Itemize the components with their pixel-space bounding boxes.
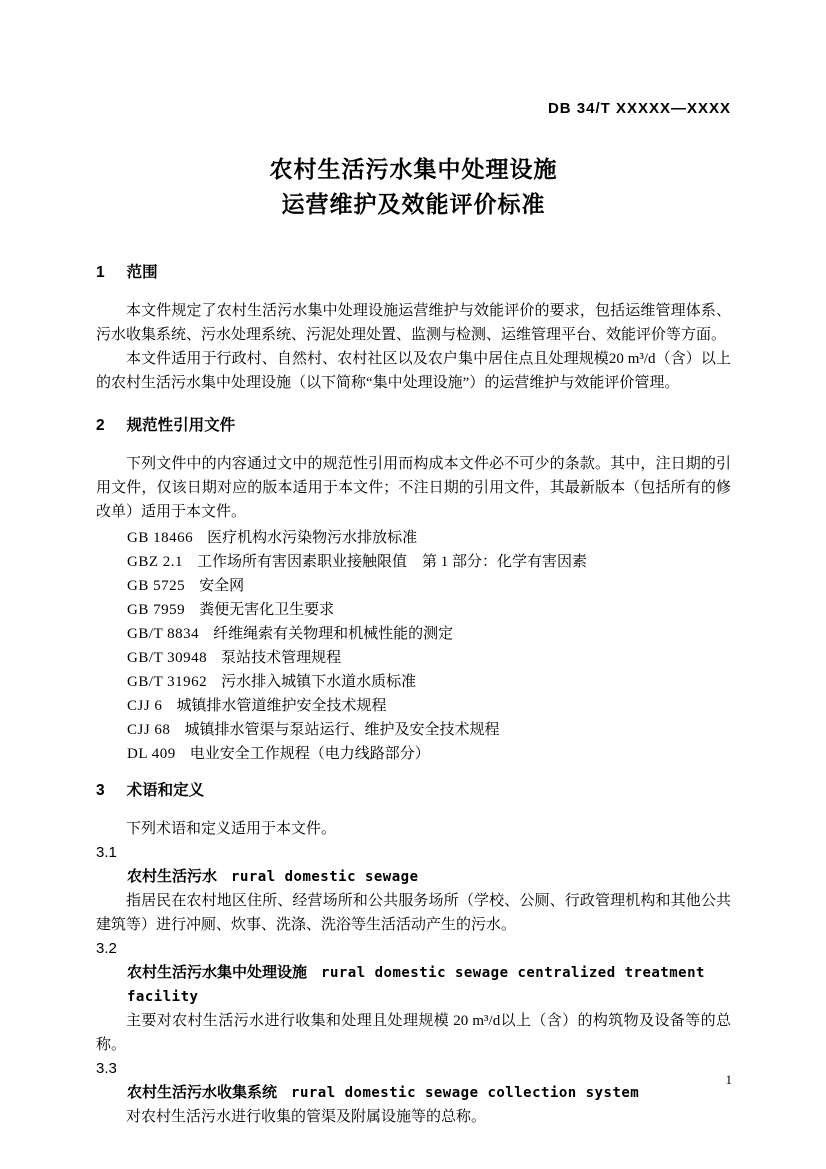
reference-item	[127, 574, 731, 598]
section-1-paragraph-1: 本文件规定了农村生活污水集中处理设施运营维护与效能评价的要求，包括运维管理体系、污水收集系统、污水处理系统、污泥处理处置、监测与检测、运维管理平台、效能评价等方面。	[96, 303, 731, 343]
reference-title: 医疗机构水污染物污水排放标准	[207, 530, 418, 546]
page-number: 1	[725, 1072, 732, 1087]
section-3-intro: 下列术语和定义适用于本文件。	[126, 821, 337, 837]
term-number-3-3: 3.3	[96, 1060, 117, 1077]
reference-item	[127, 694, 731, 718]
term-title-3-2	[96, 961, 731, 1009]
reference-item	[127, 718, 731, 742]
section-3-number: 3	[96, 782, 105, 799]
document-title	[96, 152, 731, 222]
reference-item	[127, 526, 731, 550]
term-en: rural domestic sewage centralized treatment facility	[127, 965, 705, 1005]
section-1-heading	[96, 262, 731, 283]
term-definition-3-1: 指居民在农村地区住所、经营场所和公共服务场所（学校、公厕、行政管理机构和其他公共建筑等）进行冲厕、炊事、洗涤、洗浴等生活活动产生的污水。	[96, 893, 731, 933]
reference-title: 工作场所有害因素职业接触限值 第 1 部分：化学有害因素	[197, 554, 588, 570]
doc-number: DB 34/T XXXXX—XXXX	[547, 100, 731, 117]
term-zh: 农村生活污水	[127, 868, 218, 885]
reference-code: DL 409	[127, 746, 176, 762]
reference-code: GB 7959	[127, 602, 186, 618]
reference-code: GB/T 8834	[127, 626, 200, 642]
reference-code: GB 5725	[127, 578, 186, 594]
reference-title: 污水排入城镇下水道水质标准	[221, 674, 417, 690]
reference-code: CJJ 6	[127, 698, 163, 714]
term-definition-3-3: 对农村生活污水进行收集的管渠及附属设施等的总称。	[126, 1109, 487, 1125]
term-title-3-1	[96, 865, 731, 889]
term-title-3-3	[96, 1081, 731, 1105]
reference-title: 纤维绳索有关物理和机械性能的测定	[213, 626, 454, 642]
section-1-number: 1	[96, 264, 105, 281]
section-2-heading	[96, 415, 731, 436]
section-1-paragraph-2: 本文件适用于行政村、自然村、农村社区以及农户集中居住点且处理规模20 m³/d（含）以上的农村生活污水集中处理设施（以下简称“集中处理设施”）的运营维护与效能评价管理。	[96, 351, 731, 391]
reference-title: 安全网	[199, 578, 245, 594]
reference-item	[127, 670, 731, 694]
reference-code: GB/T 31962	[127, 674, 208, 690]
term-en: rural domestic sewage	[231, 869, 419, 885]
section-2-number: 2	[96, 417, 105, 434]
reference-item	[127, 598, 731, 622]
section-3-heading	[96, 780, 731, 801]
section-2-title: 规范性引用文件	[126, 417, 236, 434]
term-zh: 农村生活污水收集系统	[127, 1084, 278, 1101]
section-2-intro: 下列文件中的内容通过文中的规范性引用而构成本文件必不可少的条款。其中，注日期的引用文件，仅该日期对应的版本适用于本文件；不注日期的引用文件，其最新版本（包括所有的修改单）适用于本文件。	[96, 456, 731, 520]
section-1-title: 范围	[126, 264, 158, 281]
reference-item	[127, 646, 731, 670]
title-line-2: 运营维护及效能评价标准	[281, 191, 546, 217]
term-number-3-1: 3.1	[96, 844, 117, 861]
reference-title: 城镇排水管渠与泵站运行、维护及安全技术规程	[184, 722, 500, 738]
reference-title: 粪便无害化卫生要求	[199, 602, 335, 618]
reference-list	[96, 526, 731, 766]
term-definition-3-2: 主要对农村生活污水进行收集和处理且处理规模 20 m³/d以上（含）的构筑物及设备等的总称。	[96, 1013, 731, 1053]
reference-title: 电业安全工作规程（电力线路部分）	[189, 746, 430, 762]
section-3-title: 术语和定义	[126, 782, 205, 799]
term-en: rural domestic sewage collection system	[291, 1085, 640, 1101]
reference-code: GBZ 2.1	[127, 554, 183, 570]
reference-code: GB 18466	[127, 530, 194, 546]
reference-item	[127, 550, 731, 574]
reference-item	[127, 622, 731, 646]
term-zh: 农村生活污水集中处理设施	[127, 964, 308, 981]
term-number-3-2: 3.2	[96, 940, 117, 957]
reference-title: 泵站技术管理规程	[221, 650, 342, 666]
reference-item	[127, 742, 731, 766]
title-line-1: 农村生活污水集中处理设施	[269, 156, 558, 182]
reference-code: CJJ 68	[127, 722, 171, 738]
reference-code: GB/T 30948	[127, 650, 208, 666]
reference-title: 城镇排水管道维护安全技术规程	[176, 698, 387, 714]
